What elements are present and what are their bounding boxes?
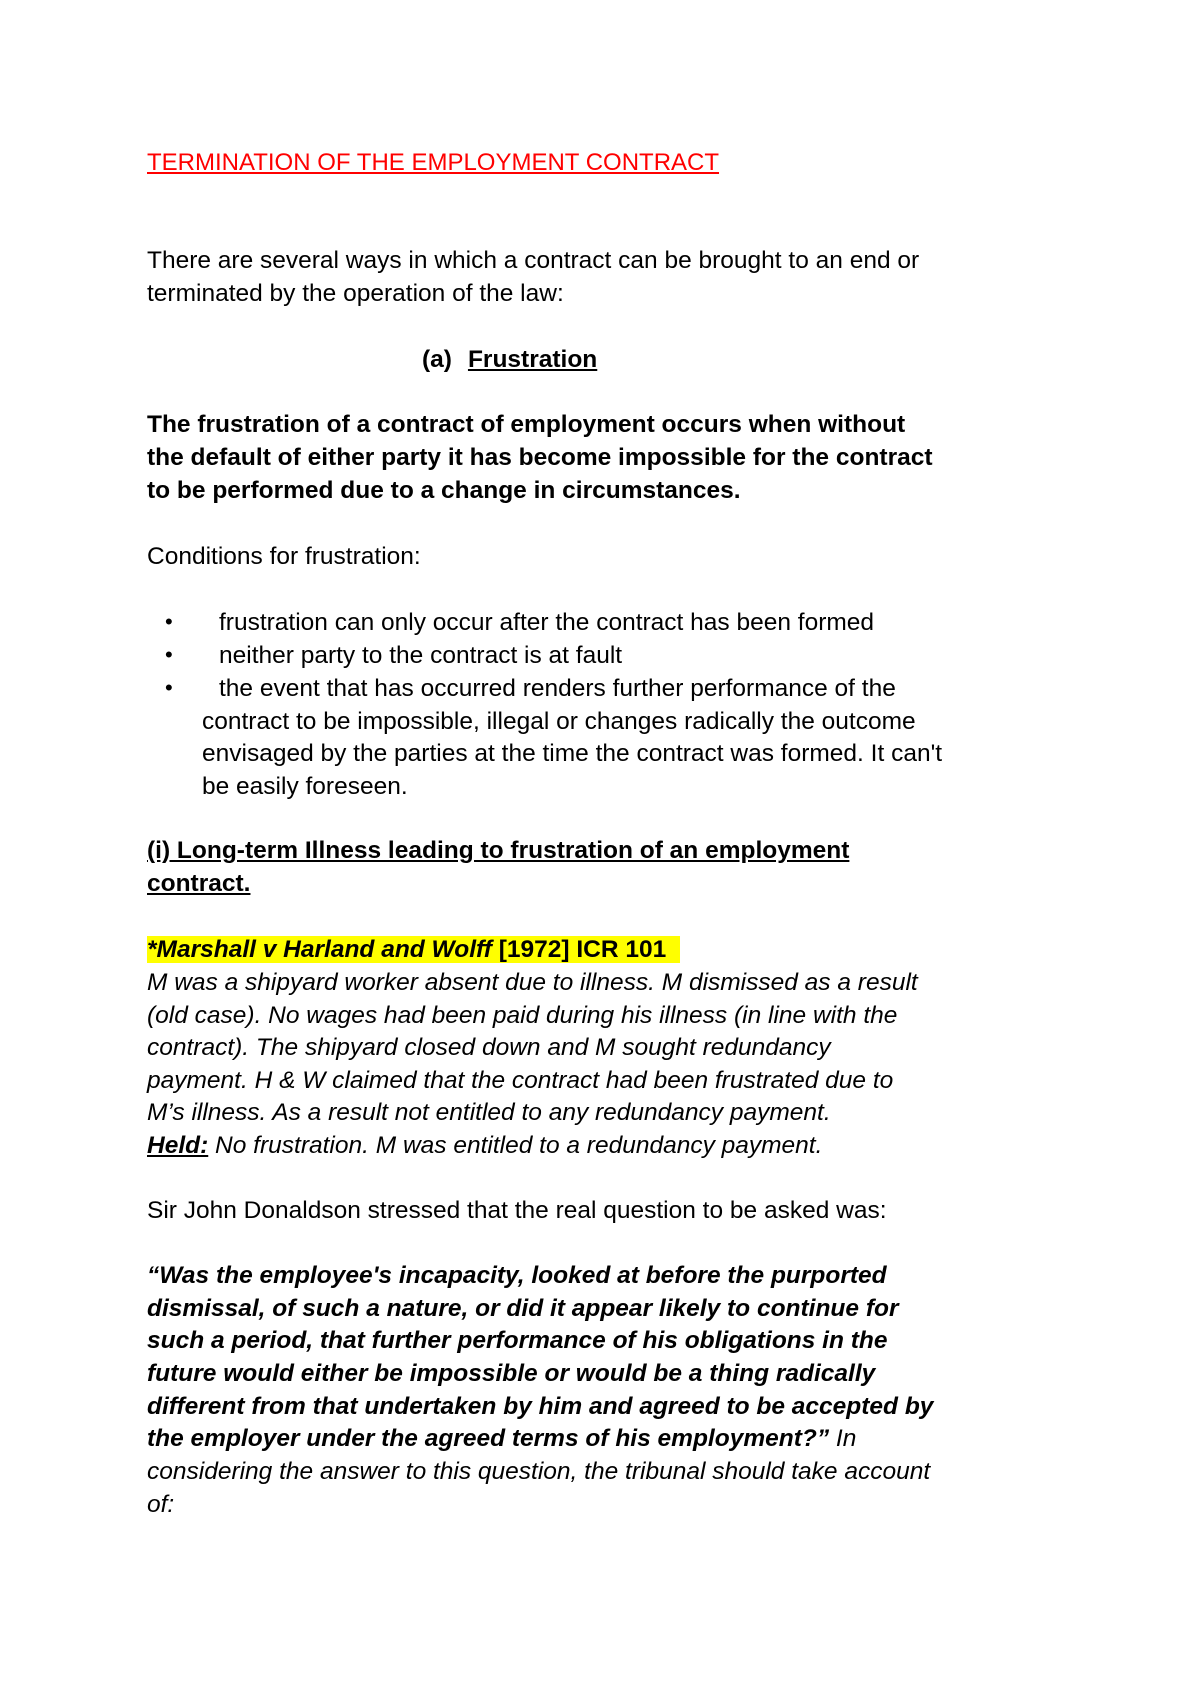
subsection-i-line-1: (i) Long-term Illness leading to frustration of an employment: [147, 837, 850, 864]
section-a-title: Frustration: [467, 346, 598, 373]
donaldson-statement: Sir John Donaldson stressed that the real question to be asked was:: [147, 1197, 887, 1224]
intro-line-2: terminated by the operation of the law:: [147, 280, 564, 307]
case-facts-4: payment. H & W claimed that the contract had been frustrated due to: [147, 1067, 894, 1094]
quote-last: the employer under the agreed terms of his employment?”: [147, 1425, 830, 1452]
case-highlight: [147, 936, 680, 963]
case-facts-3: contract). The shipyard closed down and M sought redundancy: [147, 1034, 831, 1061]
subsection-i-line-2: contract.: [147, 870, 251, 897]
case-facts-1: M was a shipyard worker absent due to illness. M dismissed as a result: [147, 969, 918, 996]
bullet-icon: •: [165, 675, 173, 700]
tail-line-1: considering the answer to this question, the tribunal should take account: [147, 1458, 931, 1485]
section-a-marker: (a): [422, 346, 452, 373]
case-citation: [1972] ICR 101: [491, 936, 667, 963]
case-held: [147, 1129, 822, 1162]
quote-line-4: future would either be impossible or would be a thing radically: [147, 1360, 876, 1387]
condition-1: frustration can only occur after the contract has been formed: [219, 609, 875, 636]
definition-line-2: the default of either party it has become impossible for the contract: [147, 444, 933, 471]
condition-3-continued-2: envisaged by the parties at the time the contract was formed. It can't: [202, 740, 943, 767]
condition-2: neither party to the contract is at fault: [219, 642, 623, 669]
held-label: Held:: [147, 1132, 209, 1159]
case-facts-2: (old case). No wages had been paid during his illness (in line with the: [147, 1002, 898, 1029]
quote-line-1: “Was the employee's incapacity, looked at before the purported: [147, 1262, 887, 1289]
case-heading: [147, 933, 680, 966]
quote-line-6: [147, 1422, 856, 1455]
section-a-heading: [422, 343, 597, 376]
case-name: *Marshall v Harland and Wolff: [147, 936, 492, 963]
quote-line-2: dismissal, of such a nature, or did it appear likely to continue for: [147, 1295, 899, 1322]
condition-3: the event that has occurred renders further performance of the: [219, 675, 896, 702]
case-facts-5: M’s illness. As a result not entitled to any redundancy payment.: [147, 1099, 831, 1126]
document-title: TERMINATION OF THE EMPLOYMENT CONTRACT: [147, 149, 720, 176]
held-text: No frustration. M was entitled to a redundancy payment.: [208, 1132, 823, 1159]
bullet-icon: •: [165, 642, 173, 667]
bullet-icon: •: [165, 609, 173, 634]
condition-3-continued-1: contract to be impossible, illegal or changes radically the outcome: [202, 708, 916, 735]
quote-after: In: [829, 1425, 857, 1452]
quote-line-5: different from that undertaken by him and agreed to be accepted by: [147, 1393, 934, 1420]
definition-line-1: The frustration of a contract of employment occurs when without: [147, 411, 906, 438]
condition-3-continued-3: be easily foreseen.: [202, 773, 408, 800]
quote-line-3: such a period, that further performance of his obligations in the: [147, 1327, 888, 1354]
intro-line-1: There are several ways in which a contract can be brought to an end or: [147, 247, 920, 274]
definition-line-3: to be performed due to a change in circumstances.: [147, 477, 741, 504]
tail-line-2: of:: [147, 1491, 175, 1518]
conditions-label: Conditions for frustration:: [147, 543, 421, 570]
